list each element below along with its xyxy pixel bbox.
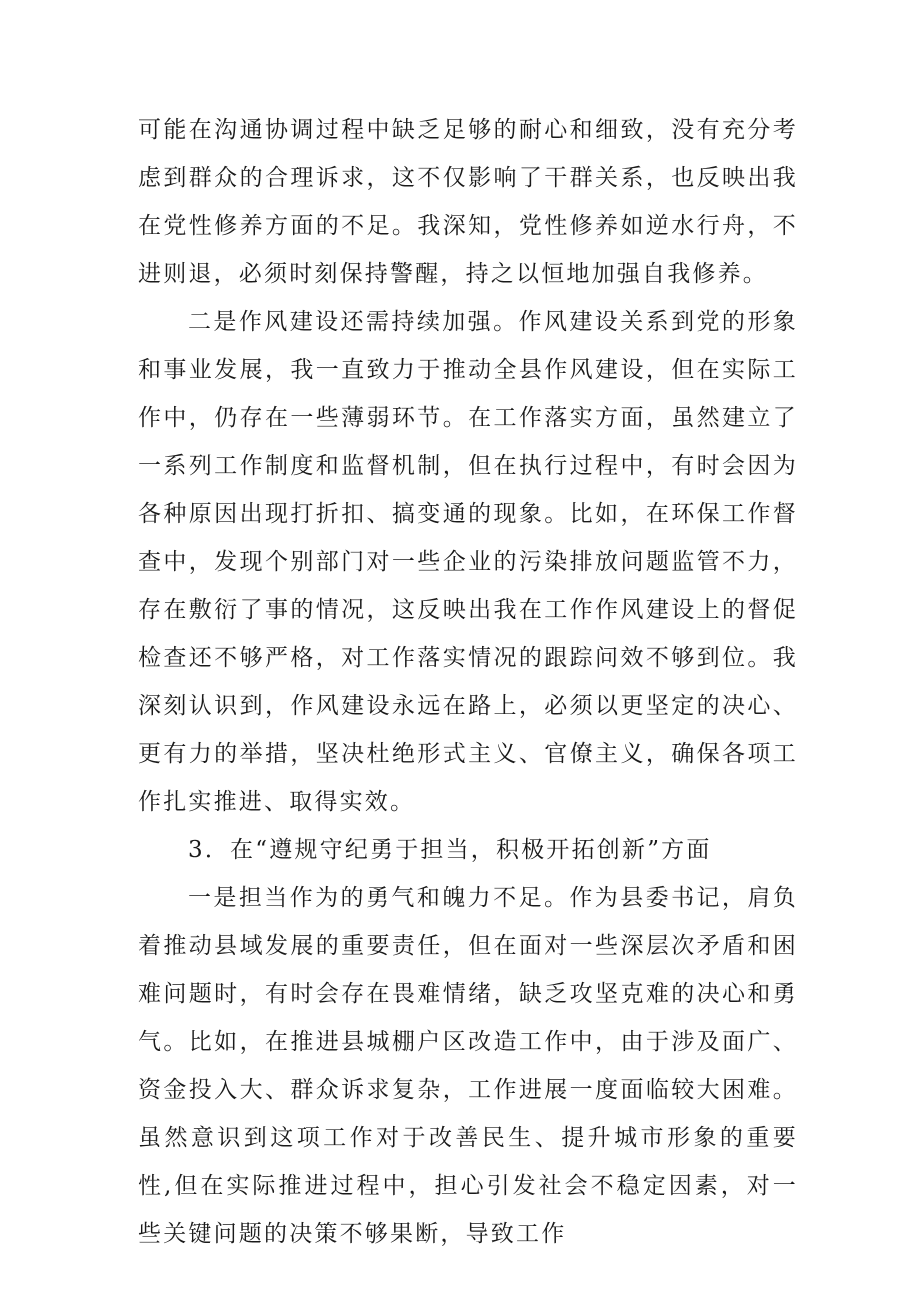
document-body	[138, 106, 798, 1258]
section-heading-3: 3．在“遵规守纪勇于担当，积极开拓创新”方面	[188, 837, 712, 863]
paragraph-party-spirit-continuation: 可能在沟通协调过程中缺乏足够的耐心和细致，没有充分考虑到群众的合理诉求，这不仅影响了干群关系，也反映出我在党性修养方面的不足。我深知，党性修养如逆水行舟，不进则退，必须时刻保持警醒，持之以恒地加强自我修养。	[138, 117, 798, 287]
paragraph-courage-responsibility: 一是担当作为的勇气和魄力不足。作为县委书记，肩负着推动县域发展的重要责任，但在面对一些深层次矛盾和困难问题时，有时会存在畏难情绪，缺乏攻坚克难的决心和勇气。比如，在推进县城棚户区改造工作中，由于涉及面广、资金投入大、群众诉求复杂，工作进展一度面临较大困难。虽然意识到这项工作对于改善民生、提升城市形象的重要性,但在实际推进过程中，担心引发社会不稳定因素，对一些关键问题的决策不够果断，导致工作	[138, 885, 798, 1247]
paragraph-work-style: 二是作风建设还需持续加强。作风建设关系到党的形象和事业发展，我一直致力于推动全县作风建设，但在实际工作中，仍存在一些薄弱环节。在工作落实方面，虽然建立了一系列工作制度和监督机制，但在执行过程中，有时会因为各种原因出现打折扣、搞变通的现象。比如，在环保工作督查中，发现个别部门对一些企业的污染排放问题监管不力，存在敷衍了事的情况，这反映出我在工作作风建设上的督促检查还不够严格，对工作落实情况的跟踪问效不够到位。我深刻认识到，作风建设永远在路上，必须以更坚定的决心、更有力的举措，坚决杜绝形式主义、官僚主义，确保各项工作扎实推进、取得实效。	[138, 309, 798, 815]
